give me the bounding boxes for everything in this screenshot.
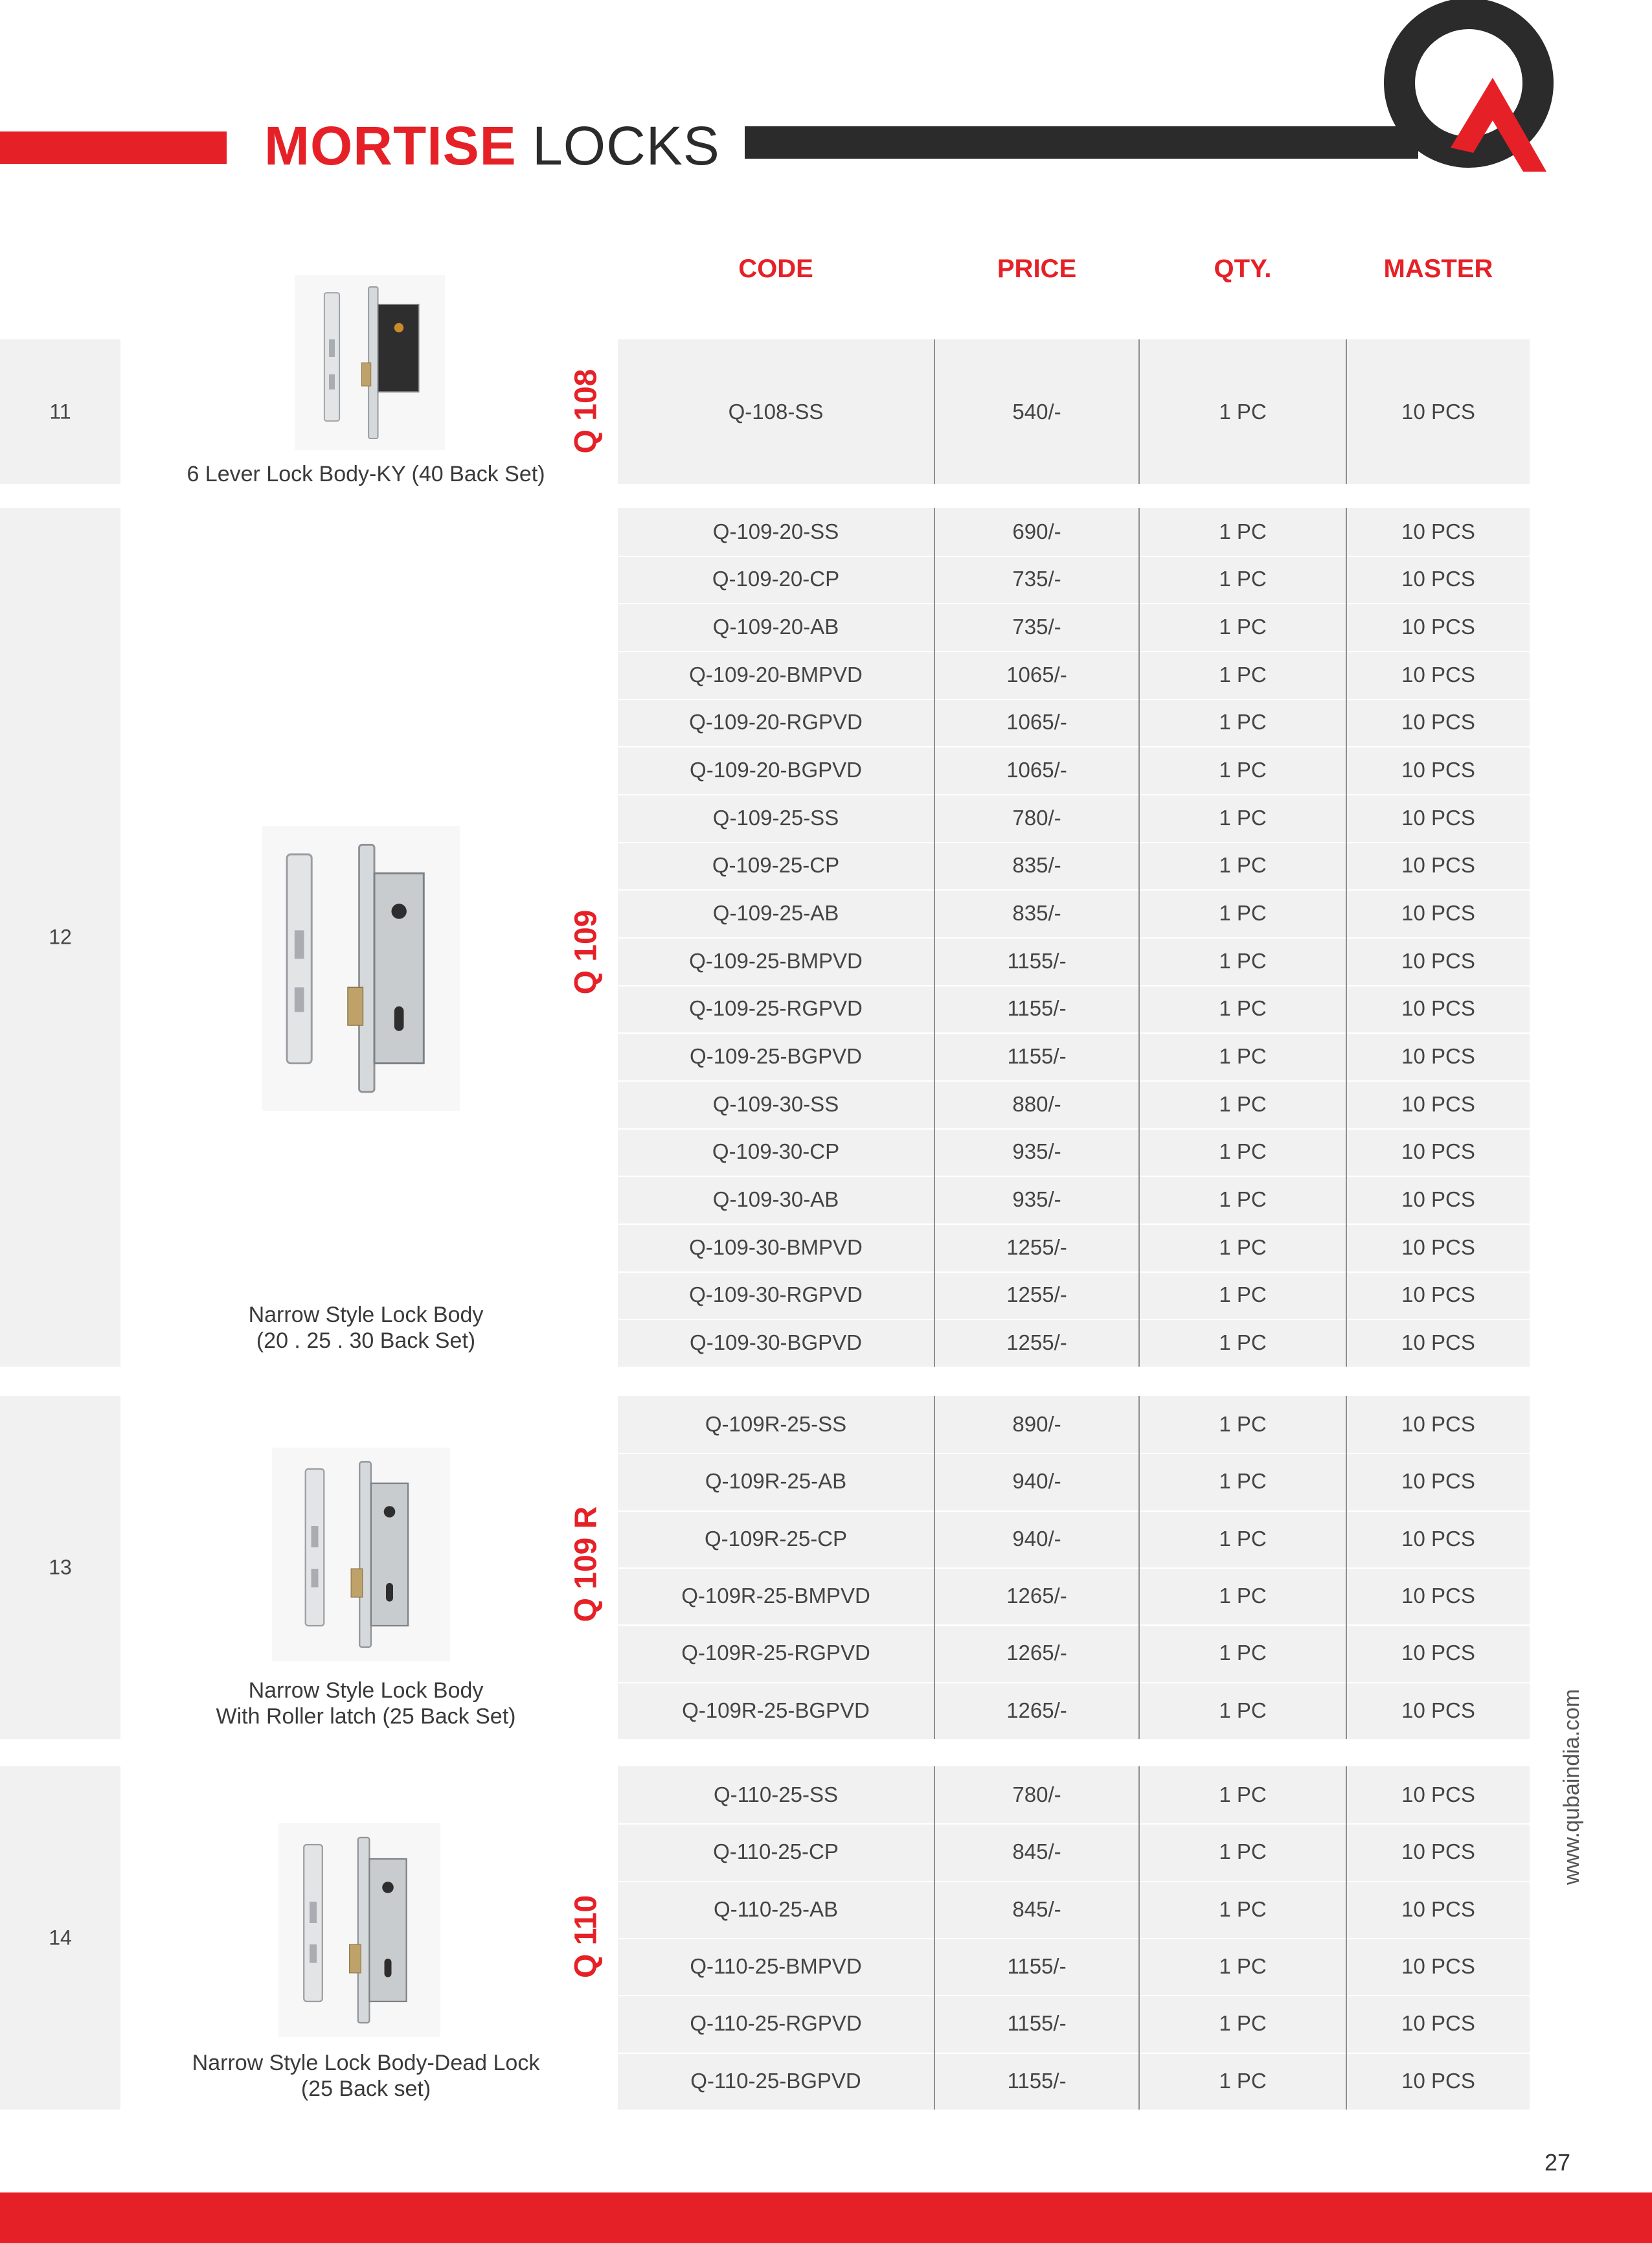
website-url: www.qubaindia.com bbox=[1559, 1689, 1584, 1885]
product-number: 11 bbox=[49, 400, 71, 423]
table-row bbox=[618, 1823, 1530, 1882]
cell-master: 10 PCS bbox=[1401, 1584, 1475, 1608]
cell-qty: 1 PC bbox=[1219, 1330, 1267, 1355]
page-title bbox=[264, 110, 720, 181]
table-row bbox=[618, 651, 1530, 700]
table-row bbox=[618, 603, 1530, 652]
cell-code: Q-109-25-RGPVD bbox=[689, 996, 863, 1021]
table-row bbox=[618, 1567, 1530, 1626]
table-row bbox=[618, 889, 1530, 939]
cell-master: 10 PCS bbox=[1401, 996, 1475, 1021]
product-caption bbox=[130, 1678, 602, 1729]
cell-price: 835/- bbox=[1012, 853, 1061, 878]
cell-master: 10 PCS bbox=[1401, 399, 1475, 424]
cell-price: 1155/- bbox=[1007, 948, 1067, 973]
cell-qty: 1 PC bbox=[1219, 1698, 1267, 1722]
cell-master: 10 PCS bbox=[1401, 853, 1475, 878]
product-number-cell bbox=[0, 1766, 120, 2110]
cell-master: 10 PCS bbox=[1401, 2011, 1475, 2036]
cell-master: 10 PCS bbox=[1401, 1469, 1475, 1494]
column-header-price: PRICE bbox=[997, 255, 1077, 283]
cell-qty: 1 PC bbox=[1219, 1839, 1267, 1864]
cell-master: 10 PCS bbox=[1401, 519, 1475, 543]
cell-qty: 1 PC bbox=[1219, 853, 1267, 878]
cell-price: 1255/- bbox=[1006, 1330, 1067, 1355]
page-title-bold: MORTISE bbox=[264, 115, 517, 176]
cell-qty: 1 PC bbox=[1219, 1235, 1267, 1259]
table-row bbox=[618, 1624, 1530, 1683]
cell-price: 1265/- bbox=[1006, 1641, 1067, 1665]
cell-master: 10 PCS bbox=[1401, 1235, 1475, 1259]
cell-price: 1155/- bbox=[1007, 1044, 1067, 1069]
series-label: Q 109 bbox=[569, 909, 604, 995]
cell-code: Q-109-20-BGPVD bbox=[690, 758, 862, 782]
product-caption bbox=[130, 1302, 602, 1354]
column-divider bbox=[1346, 339, 1347, 484]
product-number-cell bbox=[0, 1396, 120, 1739]
cell-code: Q-109-25-CP bbox=[712, 853, 840, 878]
dead-lock-body-icon bbox=[278, 1823, 440, 2037]
cell-master: 10 PCS bbox=[1401, 1091, 1475, 1116]
column-divider bbox=[934, 1396, 935, 1739]
cell-qty: 1 PC bbox=[1219, 1282, 1267, 1307]
caption-line: (20 . 25 . 30 Back Set) bbox=[256, 1328, 476, 1353]
table-row bbox=[618, 339, 1530, 484]
cell-price: 690/- bbox=[1012, 519, 1061, 543]
cell-price: 1155/- bbox=[1007, 2068, 1067, 2093]
table-row bbox=[618, 1224, 1530, 1273]
column-divider bbox=[934, 1766, 935, 2110]
column-header-qty: QTY. bbox=[1214, 255, 1272, 283]
table-row bbox=[618, 985, 1530, 1034]
cell-price: 1065/- bbox=[1006, 662, 1067, 687]
product-caption bbox=[130, 2050, 602, 2102]
table-row bbox=[618, 1271, 1530, 1321]
cell-qty: 1 PC bbox=[1219, 662, 1267, 687]
cell-price: 890/- bbox=[1012, 1412, 1061, 1437]
cell-master: 10 PCS bbox=[1401, 1412, 1475, 1437]
cell-price: 880/- bbox=[1012, 1091, 1061, 1116]
cell-code: Q-109-20-RGPVD bbox=[689, 710, 863, 734]
cell-master: 10 PCS bbox=[1401, 901, 1475, 926]
table-row bbox=[618, 1319, 1530, 1367]
cell-master: 10 PCS bbox=[1401, 1954, 1475, 1979]
cell-price: 940/- bbox=[1012, 1526, 1061, 1551]
cell-qty: 1 PC bbox=[1219, 615, 1267, 639]
table-row bbox=[618, 1766, 1530, 1825]
cell-code: Q-109-25-SS bbox=[712, 805, 839, 830]
cell-qty: 1 PC bbox=[1219, 1139, 1267, 1164]
cell-master: 10 PCS bbox=[1401, 1044, 1475, 1069]
table-row bbox=[618, 1453, 1530, 1511]
cell-price: 940/- bbox=[1012, 1469, 1061, 1494]
table-row bbox=[618, 1176, 1530, 1225]
series-label: Q 109 R bbox=[569, 1506, 604, 1622]
price-table bbox=[618, 1766, 1530, 2110]
table-row bbox=[618, 842, 1530, 891]
price-table bbox=[618, 1396, 1530, 1739]
cell-code: Q-109-30-BGPVD bbox=[690, 1330, 862, 1355]
product-caption bbox=[130, 461, 602, 487]
table-row bbox=[618, 746, 1530, 795]
cell-qty: 1 PC bbox=[1219, 399, 1267, 424]
column-divider bbox=[1138, 508, 1140, 1367]
cell-code: Q-109-30-SS bbox=[712, 1091, 839, 1116]
cell-code: Q-109R-25-SS bbox=[705, 1412, 847, 1437]
cell-price: 735/- bbox=[1012, 615, 1061, 639]
caption-line: 6 Lever Lock Body-KY (40 Back Set) bbox=[187, 462, 545, 486]
cell-code: Q-109R-25-RGPVD bbox=[681, 1641, 870, 1665]
cell-qty: 1 PC bbox=[1219, 996, 1267, 1021]
cell-code: Q-110-25-BMPVD bbox=[690, 1954, 862, 1979]
table-row bbox=[618, 1682, 1530, 1739]
cell-qty: 1 PC bbox=[1219, 1782, 1267, 1807]
column-header-code: CODE bbox=[738, 255, 813, 283]
series-label: Q 110 bbox=[569, 1895, 604, 1979]
cell-code: Q-110-25-AB bbox=[714, 1896, 838, 1921]
cell-code: Q-108-SS bbox=[728, 399, 824, 424]
footer-bar bbox=[0, 2192, 1652, 2243]
cell-price: 780/- bbox=[1012, 1782, 1061, 1807]
cell-qty: 1 PC bbox=[1219, 2011, 1267, 2036]
cell-qty: 1 PC bbox=[1219, 1412, 1267, 1437]
cell-master: 10 PCS bbox=[1401, 567, 1475, 591]
cell-master: 10 PCS bbox=[1401, 710, 1475, 734]
cell-code: Q-109-20-BMPVD bbox=[689, 662, 863, 687]
cell-master: 10 PCS bbox=[1401, 805, 1475, 830]
narrow-lock-body-icon bbox=[262, 826, 460, 1111]
table-row bbox=[618, 1881, 1530, 1939]
column-divider bbox=[1138, 1396, 1140, 1739]
cell-qty: 1 PC bbox=[1219, 519, 1267, 543]
cell-code: Q-110-25-BGPVD bbox=[690, 2068, 861, 2093]
cell-qty: 1 PC bbox=[1219, 1641, 1267, 1665]
cell-qty: 1 PC bbox=[1219, 1469, 1267, 1494]
table-row bbox=[618, 937, 1530, 986]
table-row bbox=[618, 1510, 1530, 1569]
cell-qty: 1 PC bbox=[1219, 948, 1267, 973]
cell-price: 1155/- bbox=[1007, 1954, 1067, 1979]
cell-code: Q-109-20-CP bbox=[712, 567, 840, 591]
q-logo-icon bbox=[1379, 0, 1567, 175]
table-row bbox=[618, 1128, 1530, 1178]
product-number: 13 bbox=[49, 1555, 72, 1579]
cell-code: Q-109-25-BMPVD bbox=[689, 948, 863, 973]
cell-master: 10 PCS bbox=[1401, 1187, 1475, 1212]
cell-master: 10 PCS bbox=[1401, 1896, 1475, 1921]
page-number: 27 bbox=[1545, 2149, 1571, 2176]
table-row bbox=[618, 699, 1530, 748]
column-header-master: MASTER bbox=[1383, 255, 1493, 283]
table-row bbox=[618, 556, 1530, 605]
table-row bbox=[618, 1032, 1530, 1082]
cell-code: Q-109-30-AB bbox=[712, 1187, 839, 1212]
cell-master: 10 PCS bbox=[1401, 1782, 1475, 1807]
cell-qty: 1 PC bbox=[1219, 805, 1267, 830]
cell-qty: 1 PC bbox=[1219, 758, 1267, 782]
table-row bbox=[618, 508, 1530, 557]
cell-qty: 1 PC bbox=[1219, 1584, 1267, 1608]
cell-code: Q-109-20-SS bbox=[712, 519, 839, 543]
caption-line: Narrow Style Lock Body bbox=[248, 1303, 484, 1327]
cell-qty: 1 PC bbox=[1219, 2068, 1267, 2093]
cell-code: Q-109R-25-BGPVD bbox=[682, 1698, 870, 1722]
cell-master: 10 PCS bbox=[1401, 1526, 1475, 1551]
column-divider bbox=[1346, 1396, 1347, 1739]
cell-price: 1065/- bbox=[1006, 758, 1067, 782]
product-number: 14 bbox=[49, 1926, 72, 1950]
cell-master: 10 PCS bbox=[1401, 1641, 1475, 1665]
cell-price: 1065/- bbox=[1006, 710, 1067, 734]
caption-line: (25 Back set) bbox=[300, 2077, 431, 2101]
cell-qty: 1 PC bbox=[1219, 567, 1267, 591]
table-row bbox=[618, 2053, 1530, 2110]
cell-qty: 1 PC bbox=[1219, 1954, 1267, 1979]
cell-code: Q-109R-25-BMPVD bbox=[681, 1584, 870, 1608]
cell-qty: 1 PC bbox=[1219, 1896, 1267, 1921]
cell-code: Q-109-20-AB bbox=[712, 615, 839, 639]
table-row bbox=[618, 1396, 1530, 1454]
cell-price: 845/- bbox=[1012, 1896, 1061, 1921]
cell-master: 10 PCS bbox=[1401, 758, 1475, 782]
cell-code: Q-109-30-RGPVD bbox=[689, 1282, 863, 1307]
header-accent-bar bbox=[0, 131, 227, 164]
cell-price: 935/- bbox=[1012, 1187, 1061, 1212]
cell-code: Q-109-30-BMPVD bbox=[689, 1235, 863, 1259]
column-divider bbox=[934, 508, 935, 1367]
cell-qty: 1 PC bbox=[1219, 1526, 1267, 1551]
cell-master: 10 PCS bbox=[1401, 1282, 1475, 1307]
lever-lock-body-icon bbox=[295, 275, 445, 450]
column-divider bbox=[1346, 508, 1347, 1367]
table-row bbox=[618, 1938, 1530, 1996]
series-label: Q 108 bbox=[569, 369, 604, 454]
caption-line: With Roller latch (25 Back Set) bbox=[216, 1704, 516, 1729]
column-divider bbox=[1346, 1766, 1347, 2110]
cell-price: 780/- bbox=[1012, 805, 1061, 830]
cell-master: 10 PCS bbox=[1401, 1839, 1475, 1864]
price-table bbox=[618, 508, 1530, 1367]
cell-price: 1265/- bbox=[1006, 1698, 1067, 1722]
table-row bbox=[618, 794, 1530, 843]
product-number-cell bbox=[0, 339, 120, 484]
cell-code: Q-109-25-BGPVD bbox=[690, 1044, 862, 1069]
cell-master: 10 PCS bbox=[1401, 2068, 1475, 2093]
cell-code: Q-110-25-SS bbox=[714, 1782, 838, 1807]
caption-line: Narrow Style Lock Body-Dead Lock bbox=[192, 2051, 540, 2075]
column-divider bbox=[934, 339, 935, 484]
cell-code: Q-109R-25-CP bbox=[704, 1526, 848, 1551]
header-dark-bar bbox=[745, 126, 1418, 159]
product-number-cell bbox=[0, 508, 120, 1367]
cell-master: 10 PCS bbox=[1401, 1139, 1475, 1164]
page-title-light: LOCKS bbox=[532, 115, 720, 176]
product-number: 12 bbox=[49, 925, 72, 949]
cell-master: 10 PCS bbox=[1401, 1698, 1475, 1722]
cell-master: 10 PCS bbox=[1401, 662, 1475, 687]
cell-code: Q-109-25-AB bbox=[712, 901, 839, 926]
cell-price: 540/- bbox=[1012, 399, 1061, 424]
column-divider bbox=[1138, 1766, 1140, 2110]
caption-line: Narrow Style Lock Body bbox=[248, 1678, 484, 1703]
cell-qty: 1 PC bbox=[1219, 901, 1267, 926]
cell-price: 1155/- bbox=[1007, 2011, 1067, 2036]
cell-price: 735/- bbox=[1012, 567, 1061, 591]
cell-master: 10 PCS bbox=[1401, 948, 1475, 973]
cell-price: 1255/- bbox=[1006, 1282, 1067, 1307]
table-row bbox=[618, 1995, 1530, 2053]
roller-latch-lock-body-icon bbox=[272, 1448, 450, 1661]
cell-price: 835/- bbox=[1012, 901, 1061, 926]
cell-price: 935/- bbox=[1012, 1139, 1061, 1164]
cell-qty: 1 PC bbox=[1219, 1091, 1267, 1116]
cell-master: 10 PCS bbox=[1401, 1330, 1475, 1355]
cell-qty: 1 PC bbox=[1219, 1044, 1267, 1069]
cell-price: 1265/- bbox=[1006, 1584, 1067, 1608]
cell-qty: 1 PC bbox=[1219, 710, 1267, 734]
price-table bbox=[618, 339, 1530, 484]
cell-price: 1255/- bbox=[1006, 1235, 1067, 1259]
cell-master: 10 PCS bbox=[1401, 615, 1475, 639]
cell-code: Q-110-25-CP bbox=[713, 1839, 839, 1864]
cell-price: 1155/- bbox=[1007, 996, 1067, 1021]
cell-code: Q-109-30-CP bbox=[712, 1139, 840, 1164]
cell-code: Q-109R-25-AB bbox=[705, 1469, 847, 1494]
column-divider bbox=[1138, 339, 1140, 484]
table-row bbox=[618, 1080, 1530, 1130]
cell-price: 845/- bbox=[1012, 1839, 1061, 1864]
cell-code: Q-110-25-RGPVD bbox=[690, 2011, 862, 2036]
cell-qty: 1 PC bbox=[1219, 1187, 1267, 1212]
